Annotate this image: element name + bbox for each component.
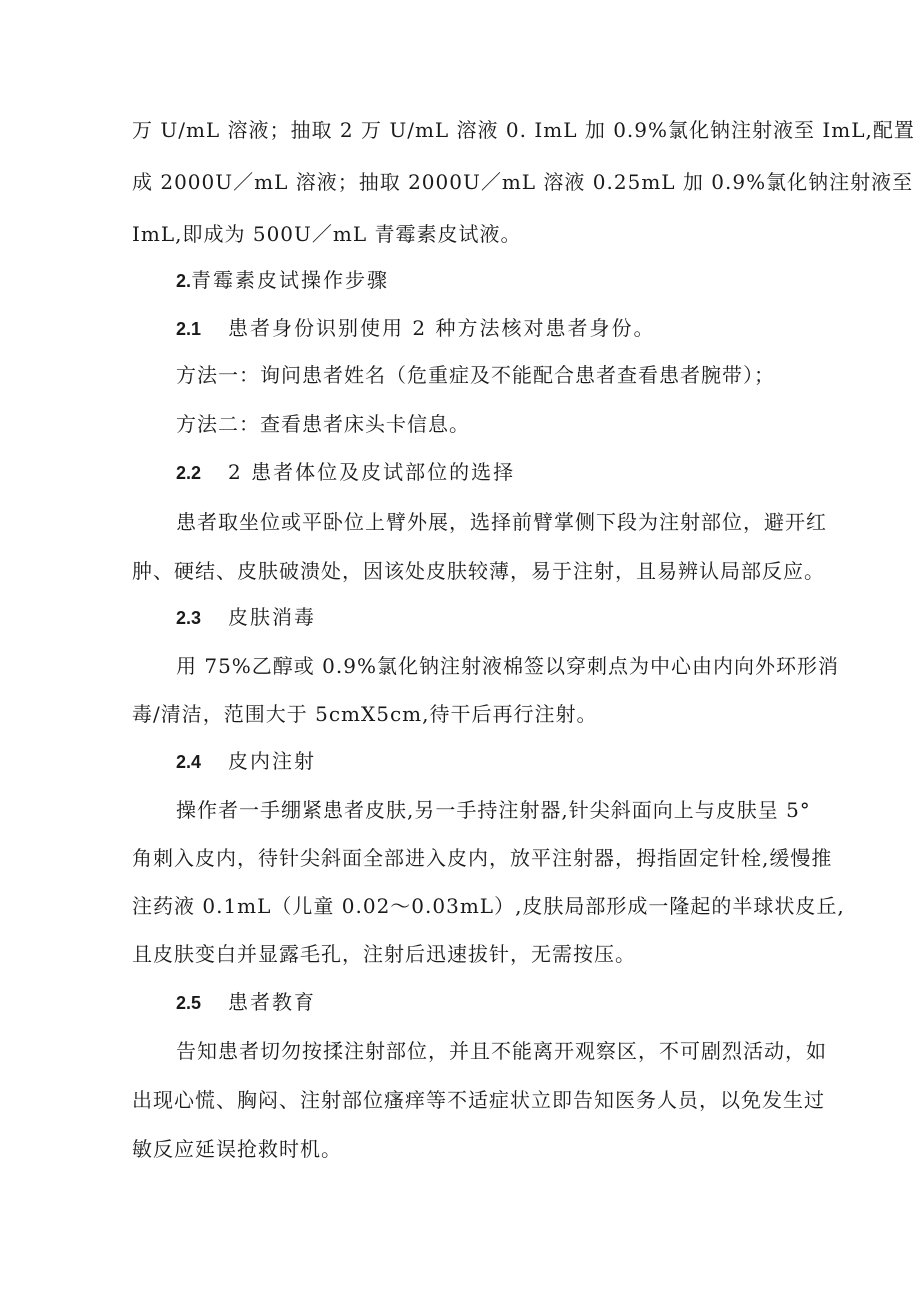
- prep-line-3: ImL,即成为 500U／mL 青霉素皮试液。: [132, 222, 522, 246]
- section-title: 青霉素皮试操作步骤: [191, 268, 390, 292]
- subsection-heading-2-5: [176, 989, 316, 1016]
- s2-3-line-2: 毒/清洁，范围大于 5cmX5cm,待干后再行注射。: [132, 702, 598, 726]
- s2-5-line-3: 敏反应延误抢救时机。: [132, 1137, 342, 1161]
- s2-2-line-2: 肿、硬结、皮肤破溃处，因该处皮肤较薄，易于注射，且易辨认局部反应。: [132, 559, 825, 583]
- s2-4-line-4: 且皮肤变白并显露毛孔，注射后迅速拔针，无需按压。: [132, 942, 636, 966]
- method-two: 方法二：查看患者床头卡信息。: [176, 412, 470, 436]
- subsection-number: 2.4: [176, 752, 202, 772]
- subsection-number: 2.2: [176, 463, 202, 483]
- subsection-heading-2-3: [176, 604, 316, 631]
- subsection-title: 皮肤消毒: [228, 605, 316, 629]
- subsection-number: 2.3: [176, 608, 202, 628]
- s2-4-line-3: 注药液 0.1mL（儿童 0.02～0.03mL）,皮肤局部形成一隆起的半球状皮丘,: [132, 894, 845, 918]
- subsection-heading-2-4: [176, 748, 316, 775]
- subsection-title: 患者教育: [228, 990, 316, 1014]
- s2-2-line-1: 患者取坐位或平卧位上臂外展，选择前臂掌侧下段为注射部位，避开红: [176, 510, 827, 534]
- subsection-heading-2-1: [176, 315, 655, 342]
- subsection-heading-2-2: [176, 459, 515, 486]
- subsection-title: 患者身份识别使用 2 种方法核对患者身份。: [228, 316, 656, 340]
- s2-4-line-2: 角刺入皮内，待针尖斜面全部进入皮内，放平注射器，拇指固定针栓,缓慢推: [132, 846, 833, 870]
- s2-4-line-1: 操作者一手绷紧患者皮肤,另一手持注射器,针尖斜面向上与皮肤呈 5°: [176, 798, 811, 822]
- prep-line-2: 成 2000U／mL 溶液；抽取 2000U／mL 溶液 0.25mL 加 0.9%氯化钠注射液至: [132, 170, 914, 194]
- prep-line-1: 万 U/mL 溶液；抽取 2 万 U/mL 溶液 0. ImL 加 0.9%氯化钠注射液至 ImL,配置: [132, 118, 915, 142]
- section-number: 2.: [176, 271, 192, 291]
- s2-3-line-1: 用 75%乙醇或 0.9%氯化钠注射液棉签以穿刺点为中心由内向外环形消: [176, 654, 839, 678]
- subsection-title: 皮内注射: [228, 749, 316, 773]
- subsection-number: 2.1: [176, 319, 202, 339]
- section-heading-2: [176, 267, 389, 294]
- subsection-title: 2 患者体位及皮试部位的选择: [228, 460, 516, 484]
- method-one: 方法一：询问患者姓名（危重症及不能配合患者查看患者腕带）；: [176, 363, 775, 387]
- s2-5-line-1: 告知患者切勿按揉注射部位，并且不能离开观察区，不可剧烈活动，如: [176, 1039, 827, 1063]
- s2-5-line-2: 出现心慌、胸闷、注射部位瘙痒等不适症状立即告知医务人员，以免发生过: [132, 1088, 825, 1112]
- subsection-number: 2.5: [176, 993, 202, 1013]
